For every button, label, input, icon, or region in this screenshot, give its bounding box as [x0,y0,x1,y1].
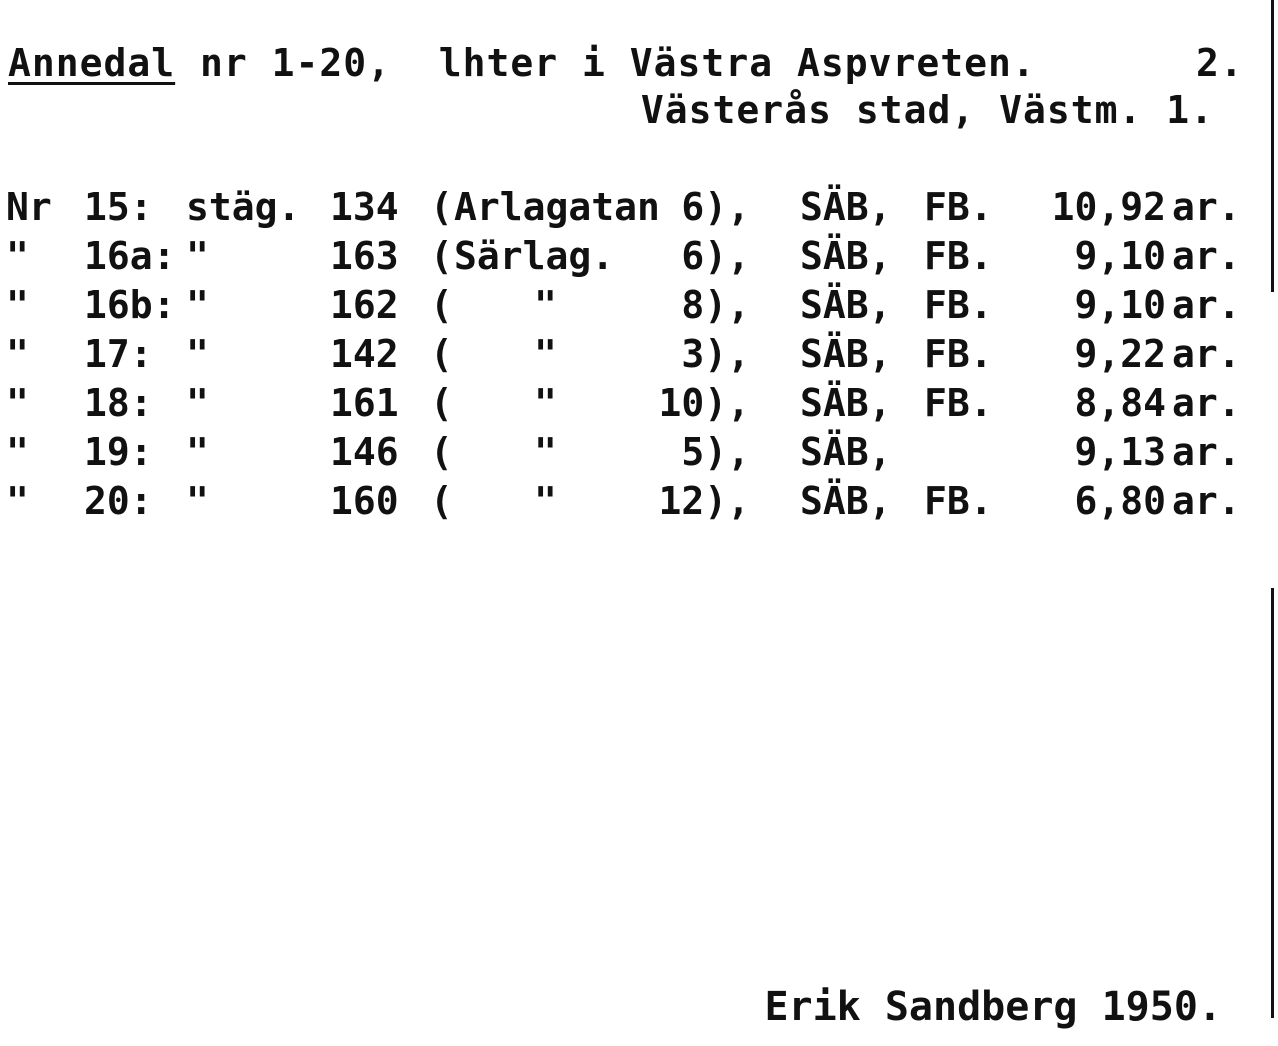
row-house-number: 6), [681,185,750,229]
row-label: stäg. [186,185,301,229]
property-row [0,332,1278,381]
row-sab: SÄB, [800,479,892,523]
row-house-number: 10), [658,381,750,425]
row-prefix: " [6,430,29,474]
row-number: 19: [84,430,153,474]
row-unit: ar. [1172,479,1241,523]
row-ditto: " [534,479,557,523]
signature: Erik Sandberg 1950. [764,984,1222,1030]
page-number: 2. [1196,41,1244,85]
row-unit: ar. [1172,381,1241,425]
row-lot-number: 161 [330,381,399,425]
row-area: 9,22 [1074,332,1166,376]
property-row [0,283,1278,332]
row-sab: SÄB, [800,234,892,278]
header-subtitle: Västerås stad, Västm. 1. [640,88,1214,132]
row-street: Arlagatan [454,185,660,229]
row-sab: SÄB, [800,430,892,474]
card-right-edge-bottom [1271,588,1274,1018]
row-ditto: " [534,430,557,474]
row-area: 9,10 [1074,234,1166,278]
row-house-number: 5), [681,430,750,474]
row-sab: SÄB, [800,332,892,376]
property-row [0,430,1278,479]
property-row [0,381,1278,430]
row-prefix: Nr [6,185,52,229]
row-lot-number: 142 [330,332,399,376]
row-fb: FB. [924,283,993,327]
row-house-number: 3), [681,332,750,376]
row-sab: SÄB, [800,283,892,327]
row-lot-number: 134 [330,185,399,229]
row-paren: ( [430,283,453,327]
row-number: 17: [84,332,153,376]
property-row [0,234,1278,283]
header-description: nr 1-20, lhter i Västra Aspvreten. [200,41,1036,85]
row-paren: ( [430,430,453,474]
row-street: Särlag. [454,234,615,278]
row-house-number: 8), [681,283,750,327]
row-area: 8,84 [1074,381,1166,425]
row-ditto: " [534,332,557,376]
row-fb: FB. [924,185,993,229]
row-fb: FB. [924,381,993,425]
row-area: 9,10 [1074,283,1166,327]
row-house-number: 12), [658,479,750,523]
row-lot-number: 163 [330,234,399,278]
place-name: Annedal [8,41,176,85]
row-label: " [186,283,209,327]
property-row [0,479,1278,528]
row-label: " [186,430,209,474]
row-fb: FB. [924,479,993,523]
row-number: 16b: [84,283,176,327]
row-unit: ar. [1172,332,1241,376]
row-number: 16a: [84,234,176,278]
row-paren: ( [430,381,453,425]
row-prefix: " [6,283,29,327]
row-prefix: " [6,381,29,425]
row-unit: ar. [1172,185,1241,229]
row-house-number: 6), [681,234,750,278]
row-ditto: " [534,381,557,425]
row-label: " [186,479,209,523]
row-area: 9,13 [1074,430,1166,474]
row-label: " [186,381,209,425]
row-paren: ( [430,185,453,229]
row-paren: ( [430,332,453,376]
row-label: " [186,332,209,376]
row-number: 18: [84,381,153,425]
row-paren: ( [430,479,453,523]
row-lot-number: 160 [330,479,399,523]
row-lot-number: 146 [330,430,399,474]
row-unit: ar. [1172,234,1241,278]
row-sab: SÄB, [800,185,892,229]
row-area: 10,92 [1051,185,1166,229]
row-fb: FB. [924,234,993,278]
row-unit: ar. [1172,430,1241,474]
row-lot-number: 162 [330,283,399,327]
row-prefix: " [6,234,29,278]
row-area: 6,80 [1074,479,1166,523]
row-prefix: " [6,479,29,523]
row-fb: FB. [924,332,993,376]
row-prefix: " [6,332,29,376]
row-number: 15: [84,185,153,229]
row-number: 20: [84,479,153,523]
row-paren: ( [430,234,453,278]
row-sab: SÄB, [800,381,892,425]
row-unit: ar. [1172,283,1241,327]
row-ditto: " [534,283,557,327]
property-row [0,185,1278,234]
row-label: " [186,234,209,278]
